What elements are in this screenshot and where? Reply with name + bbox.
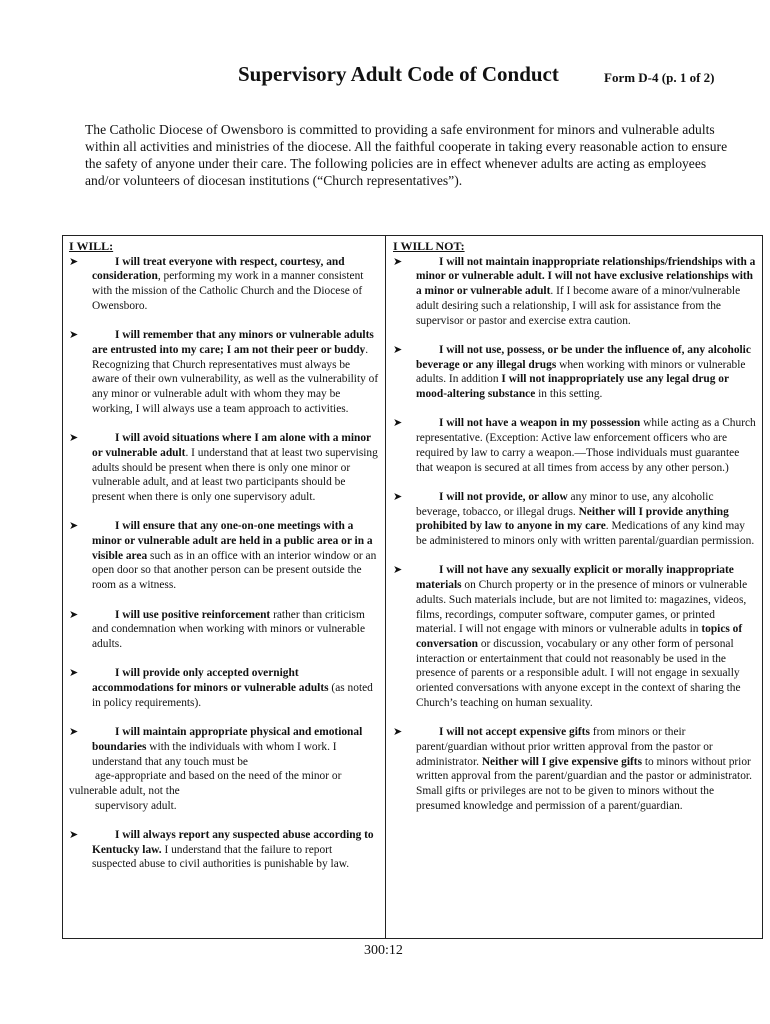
item-bold-text: topics of conversation (416, 623, 743, 650)
item-text: supervisory adult. (95, 799, 177, 812)
i-will-heading: I WILL: (69, 239, 114, 253)
list-item (393, 563, 756, 710)
i-will-not-heading: I WILL NOT: (393, 239, 465, 253)
item-text: with the individuals with whom I work. I understand that any touch must be (92, 740, 337, 768)
arrow-bullet-icon: ➤ (69, 520, 79, 533)
item-text: in this setting. (535, 388, 603, 401)
arrow-bullet-icon: ➤ (69, 255, 79, 268)
arrow-bullet-icon: ➤ (393, 490, 403, 503)
list-item (69, 255, 379, 314)
item-bold-text: I will not have a weapon in my possession (439, 417, 641, 430)
arrow-bullet-icon: ➤ (69, 608, 79, 621)
item-text: or discussion, vocabulary or any other form of personal interaction or entertainment that could not reasonably be used in the presence of parents or a responsible adult. I will not engage in sexually oriented conversations with anyone except in the context of sharing the Church’s teaching on human sexuality. (416, 637, 741, 709)
item-text: , performing my work in a manner consistent with the mission of the Catholic Church and the Diocese of Owensboro. (92, 270, 364, 312)
item-bold-text: I will remember that any minors or vulnerable adults are entrusted into my care; I am not their peer or buddy (92, 329, 374, 356)
list-item (69, 328, 379, 416)
list-item (393, 343, 756, 402)
item-text: when working with minors or vulnerable adults. In addition (416, 358, 746, 386)
list-item (69, 519, 379, 593)
arrow-bullet-icon: ➤ (69, 432, 79, 445)
list-item (69, 725, 379, 813)
page-number: 300:12 (364, 943, 403, 958)
item-bold-text: I will not inappropriately use any legal drug or mood-altering substance (416, 373, 729, 401)
item-bold-text: I will not accept expensive gifts (439, 726, 590, 739)
item-text: (as noted in policy requirements). (92, 682, 373, 709)
list-item (393, 490, 756, 549)
item-text: . I understand that at least two supervising adults should be present when there is only one minor or vulnerable adult, and at least two participants should be present when there is only one supervisory adult. (92, 446, 378, 503)
item-text: I understand that the failure to report suspected abuse to civil authorities is punishable by law. (92, 843, 350, 871)
item-bold-text: I will not maintain inappropriate relationships/friendships with a minor or vulnerable adult. I will not have exclusive relationships with a minor or vulnerable adult (416, 255, 756, 298)
item-bold-text: I will not use, possess, or be under the influence of, any alcoholic beverage or any illegal drugs (416, 343, 751, 371)
item-bold-text: I will not have any sexually explicit or morally inappropriate materials (416, 564, 734, 592)
item-text: any minor to use, any alcoholic beverage, tobacco, or illegal drugs. (416, 490, 714, 518)
item-bold-text: I will maintain appropriate physical and emotional boundaries (92, 726, 363, 753)
item-bold-text: I will provide only accepted overnight accommodations for minors or vulnerable adults (92, 667, 329, 695)
i-will-not-column (386, 236, 762, 938)
item-text: age-appropriate and based on the need of the minor or (95, 770, 342, 783)
item-text: while acting as a Church representative. (Exception: Active law enforcement officers who are required by law to carry a weapon.—Those individuals must guarantee that weapon is secured at all times from access by any other person.) (416, 417, 756, 474)
arrow-bullet-icon: ➤ (393, 417, 403, 430)
item-bold-text: I will ensure that any one-on-one meetings with a minor or vulnerable adult are held in a public area or in a visible area (92, 520, 373, 562)
arrow-bullet-icon: ➤ (393, 255, 403, 268)
item-bold-text: Neither will I provide anything prohibited by law to anyone in my care (416, 505, 729, 533)
list-item (69, 608, 379, 652)
item-text: rather than criticism and condemnation when working with minors or vulnerable adults. (92, 608, 365, 650)
item-text: . Medications of any kind may be administered to minors only with written parental/guardian permission. (416, 520, 755, 548)
item-bold-text: Neither will I give expensive gifts (481, 755, 642, 768)
i-will-column (63, 236, 386, 938)
item-bold-text: I will always report any suspected abuse according to Kentucky law. (92, 829, 374, 856)
item-text: vulnerable adult, not the (69, 784, 180, 797)
item-bold-text: I will avoid situations where I am alone with a minor or vulnerable adult (92, 432, 371, 459)
item-text: such as in an office with an interior window or an open door so that another person can be present outside the room as a witness. (92, 549, 377, 592)
item-text: . If I become aware of a minor/vulnerable adult desiring such a relationship, I will ask for assistance from the supervisor or pastor and exercise extra caution. (416, 285, 741, 327)
code-of-conduct-table (62, 235, 763, 939)
item-text: to minors without prior written approval from the parent/guardian and the pastor or administrator. Small gifts or privileges are not to be given to minors without the presumed knowledge and permission of a parent/guardian. (416, 755, 752, 812)
list-item (393, 725, 756, 813)
document-title: Supervisory Adult Code of Conduct (238, 62, 559, 86)
arrow-bullet-icon: ➤ (393, 343, 403, 356)
arrow-bullet-icon: ➤ (69, 726, 79, 739)
arrow-bullet-icon: ➤ (69, 829, 79, 842)
item-text: . Recognizing that Church representatives must always be aware of their own vulnerability, as well as the vulnerability of any minor or vulnerable adult with whom they may be working, I will always use a team approach to activities. (92, 343, 379, 415)
arrow-bullet-icon: ➤ (69, 667, 79, 680)
item-bold-text: I will use positive reinforcement (115, 608, 271, 621)
list-item (69, 828, 379, 872)
form-identifier: Form D-4 (p. 1 of 2) (604, 70, 715, 85)
item-bold-text: I will treat everyone with respect, courtesy, and consideration (92, 255, 345, 283)
item-bold-text: I will not provide, or allow (439, 490, 568, 503)
intro-paragraph: The Catholic Diocese of Owensboro is committed to providing a safe environment for minors and vulnerable adults within all activities and ministries of the diocese. All the faithful cooperate in taking every reasonable action to ensure the safety of anyone under their care. The following policies are in effect whenever adults are acting as employees and/or volunteers of diocesan institutions (“Church representatives”). (85, 122, 728, 188)
arrow-bullet-icon: ➤ (393, 564, 403, 577)
list-item (393, 255, 756, 329)
arrow-bullet-icon: ➤ (393, 726, 403, 739)
list-item (69, 666, 379, 710)
list-item (393, 416, 756, 475)
arrow-bullet-icon: ➤ (69, 329, 79, 342)
list-item (69, 431, 379, 505)
item-text: from minors or their parent/guardian without prior written approval from the pastor or administrator. (416, 726, 713, 768)
item-text: on Church property or in the presence of minors or vulnerable adults. Such materials include, but are not limited to: magazines, videos, films, recordings, computer software, computer games, or printed material. I will not engage with minors or vulnerable adults in (416, 579, 748, 636)
